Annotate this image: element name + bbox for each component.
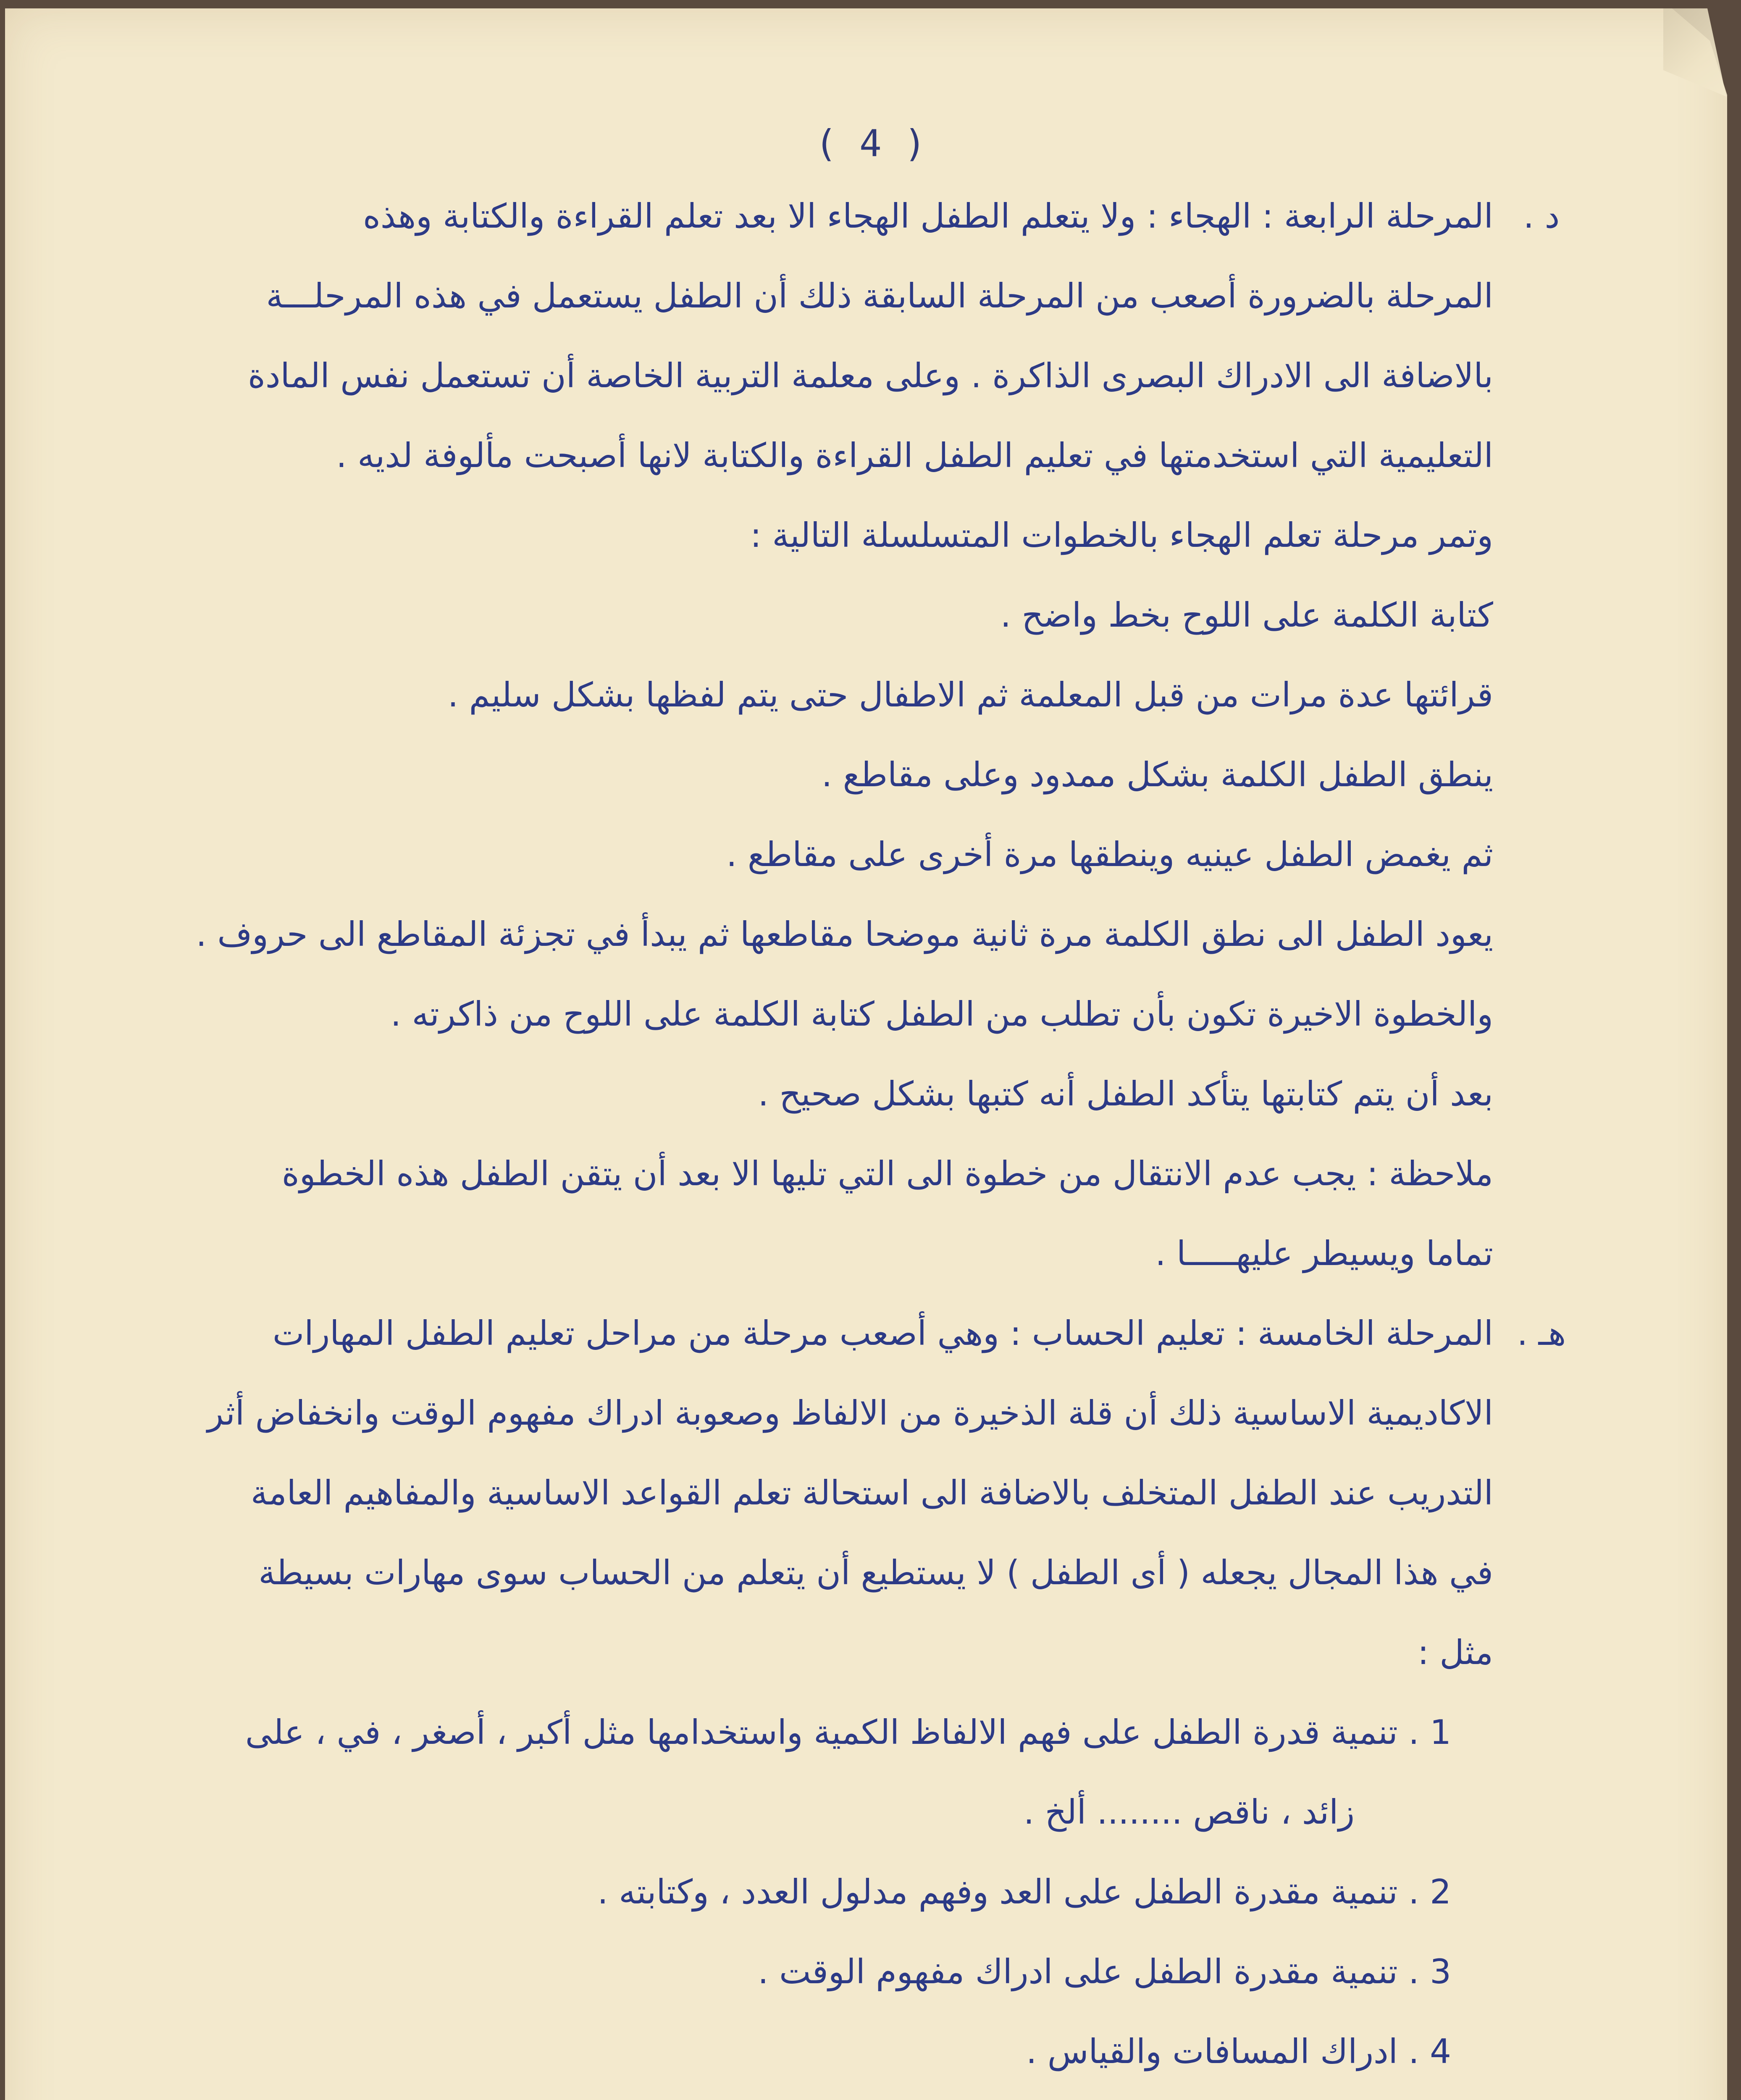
list-item-1-continuation: زائد ، ناقص ........ ألخ . <box>1023 1793 1355 1832</box>
step-4: ثم يغمض الطفل عينيه وينطقها مرة أخرى على مقاطع . <box>726 835 1493 874</box>
step-3: ينطق الطفل الكلمة بشكل ممدود وعلى مقاطع . <box>821 755 1493 794</box>
list-item-3: 3 . تنمية مقدرة الطفل على ادراك مفهوم الوقت . <box>758 1952 1451 1991</box>
section-d-line-1: د .المرحلة الرابعة : الهجاء : ولا يتعلم الطفل الهجاء الا بعد تعلم القراءة والكتابة وهذه <box>170 176 1590 256</box>
section-h-line-5: مثل : <box>1418 1633 1493 1672</box>
step-1: كتابة الكلمة على اللوح بخط واضح . <box>1000 596 1493 635</box>
step-6: والخطوة الاخيرة تكون بأن تطلب من الطفل كتابة الكلمة على اللوح من ذاكرته . <box>390 995 1493 1034</box>
section-h-line-1: هـ .المرحلة الخامسة : تعليم الحساب : وهي أصعب مرحلة من مراحل تعليم الطفل المهارات <box>170 1294 1590 1373</box>
section-h-line-3: التدريب عند الطفل المتخلف بالاضافة الى استحالة تعلم القواعد الاساسية والمفاهيم العامة <box>250 1473 1493 1512</box>
note-line-2: تماما ويسيطر عليهـــــا . <box>1155 1234 1493 1273</box>
step-2: قرائتها عدة مرات من قبل المعلمة ثم الاطفال حتى يتم لفظها بشكل سليم . <box>447 675 1493 714</box>
page-number: ( 4 ) <box>815 122 926 165</box>
list-item-4: 4 . ادراك المسافات والقياس . <box>1026 2032 1451 2071</box>
list-item-1: 1 . تنمية قدرة الطفل على فهم الالفاظ الكمية واستخدامها مثل أكبر ، أصغر ، في ، على <box>245 1713 1451 1752</box>
section-h-line-2: الاكاديمية الاساسية ذلك أن قلة الذخيرة من الالفاظ وصعوبة ادراك مفهوم الوقت وانخفاض أثر <box>207 1394 1493 1433</box>
step-7: بعد أن يتم كتابتها يتأكد الطفل أنه كتبها بشكل صحيح . <box>758 1074 1493 1113</box>
note-line-1: ملاحظة : يجب عدم الانتقال من خطوة الى التي تليها الا بعد أن يتقن الطفل هذه الخطوة <box>281 1154 1493 1193</box>
step-5: يعود الطفل الى نطق الكلمة مرة ثانية موضحا مقاطعها ثم يبدأ في تجزئة المقاطع الى حروف . <box>196 915 1493 954</box>
list-item-5 <box>170 2092 1590 2100</box>
section-h-line-4: في هذا المجال يجعله ( أى الطفل ) لا يستطيع أن يتعلم من الحساب سوى مهارات بسيطة <box>258 1553 1493 1592</box>
document-body <box>170 176 1590 2100</box>
list-item-2: 2 . تنمية مقدرة الطفل على العد وفهم مدلول العدد ، وكتابته . <box>597 1872 1451 1911</box>
section-d-line-2: المرحلة بالضرورة أصعب من المرحلة السابقة ذلك أن الطفل يستعمل في هذه المرحلـــة <box>266 276 1493 315</box>
section-d-line-5: وتمر مرحلة تعلم الهجاء بالخطوات المتسلسلة التالية : <box>750 516 1493 555</box>
section-d-marker: د . <box>1523 197 1560 236</box>
section-d-line-4: التعليمية التي استخدمتها في تعليم الطفل القراءة والكتابة لانها أصبحت مألوفة لديه . <box>336 436 1493 475</box>
section-d-line-3: بالاضافة الى الادراك البصرى الذاكرة . وعلى معلمة التربية الخاصة أن تستعمل نفس المادة <box>248 356 1493 395</box>
section-h-marker: هـ . <box>1517 1314 1566 1353</box>
